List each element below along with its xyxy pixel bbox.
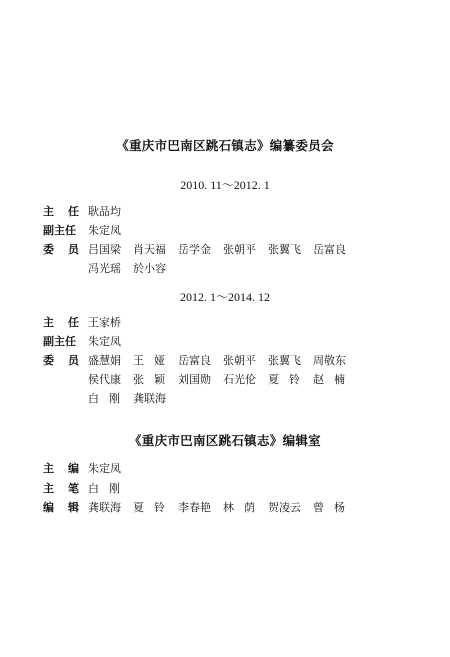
member-name: 冯 光 瑶 [88,262,121,275]
role-label: 副 主 任 [43,335,76,348]
editorial-office-title: 《重庆市巴南区跳石镇志》编辑室 [128,433,321,448]
member-names [88,460,133,478]
member-name: 侯 代 康 [88,373,121,386]
member-name: 林 荫 [223,501,255,514]
role-label: 编 辑 [43,501,79,514]
member-name: 白 刚 [88,392,120,405]
member-name: 王 娅 [133,354,165,367]
member-name: 岳 富 良 [313,243,346,256]
member-name: 朱 定 凤 [88,335,121,348]
member-names [88,333,133,351]
member-name: 吕 国 梁 [88,243,121,256]
member-name: 盛 慧 娟 [88,354,121,367]
member-name: 张 颖 [133,373,165,386]
member-name: 张 朝 平 [223,243,256,256]
role-label: 委 员 [43,354,79,367]
member-name: 白 刚 [88,481,120,495]
member-name: 石 光 伦 [223,373,256,386]
member-name: 夏 铃 [268,373,300,386]
term-2-period: 2012. 1～2014. 12 [179,290,270,304]
member-names [88,390,178,408]
member-names [88,260,178,278]
member-name: 岳 学 金 [178,243,211,256]
member-names [88,241,358,259]
role-label: 主 任 [43,316,79,329]
member-name: 张 翼 飞 [268,354,301,367]
committee-title: 《重庆市巴南区跳石镇志》编纂委员会 [116,138,334,153]
term-1-period: 2010. 11～2012. 1 [180,178,270,192]
member-name: 龚 联 海 [133,392,166,405]
member-name: 於 小 容 [133,262,166,275]
member-names [88,499,358,517]
member-name: 朱 定 凤 [88,462,121,475]
member-name: 肖 天 福 [133,243,166,256]
member-names [88,371,358,389]
member-name: 朱 定 凤 [88,224,121,237]
member-name: 张 朝 平 [223,354,256,367]
member-name: 岳 富 良 [178,354,211,367]
member-names [88,203,133,221]
member-name: 夏 铃 [133,501,165,514]
member-name: 耿 品 均 [88,205,121,218]
member-name: 曾 杨 [313,501,345,514]
member-name: 周 敬 东 [313,354,346,367]
role-label: 主 编 [43,462,79,475]
member-name: 王 家 桥 [88,316,121,329]
member-names [88,314,133,332]
member-names [88,480,133,498]
member-name: 刘 国 勋 [178,373,211,386]
member-names [88,222,133,240]
member-name: 张 翼 飞 [268,243,301,256]
member-name: 贺 凌 云 [268,501,301,514]
member-name: 赵 楠 [313,373,345,386]
member-names [88,352,358,370]
member-name: 龚 联 海 [88,501,121,514]
role-label: 主 笔 [43,481,79,495]
member-name: 李 春 艳 [178,501,211,514]
role-label: 副 主 任 [43,224,76,237]
role-label: 主 任 [43,205,79,218]
role-label: 委 员 [43,243,79,256]
